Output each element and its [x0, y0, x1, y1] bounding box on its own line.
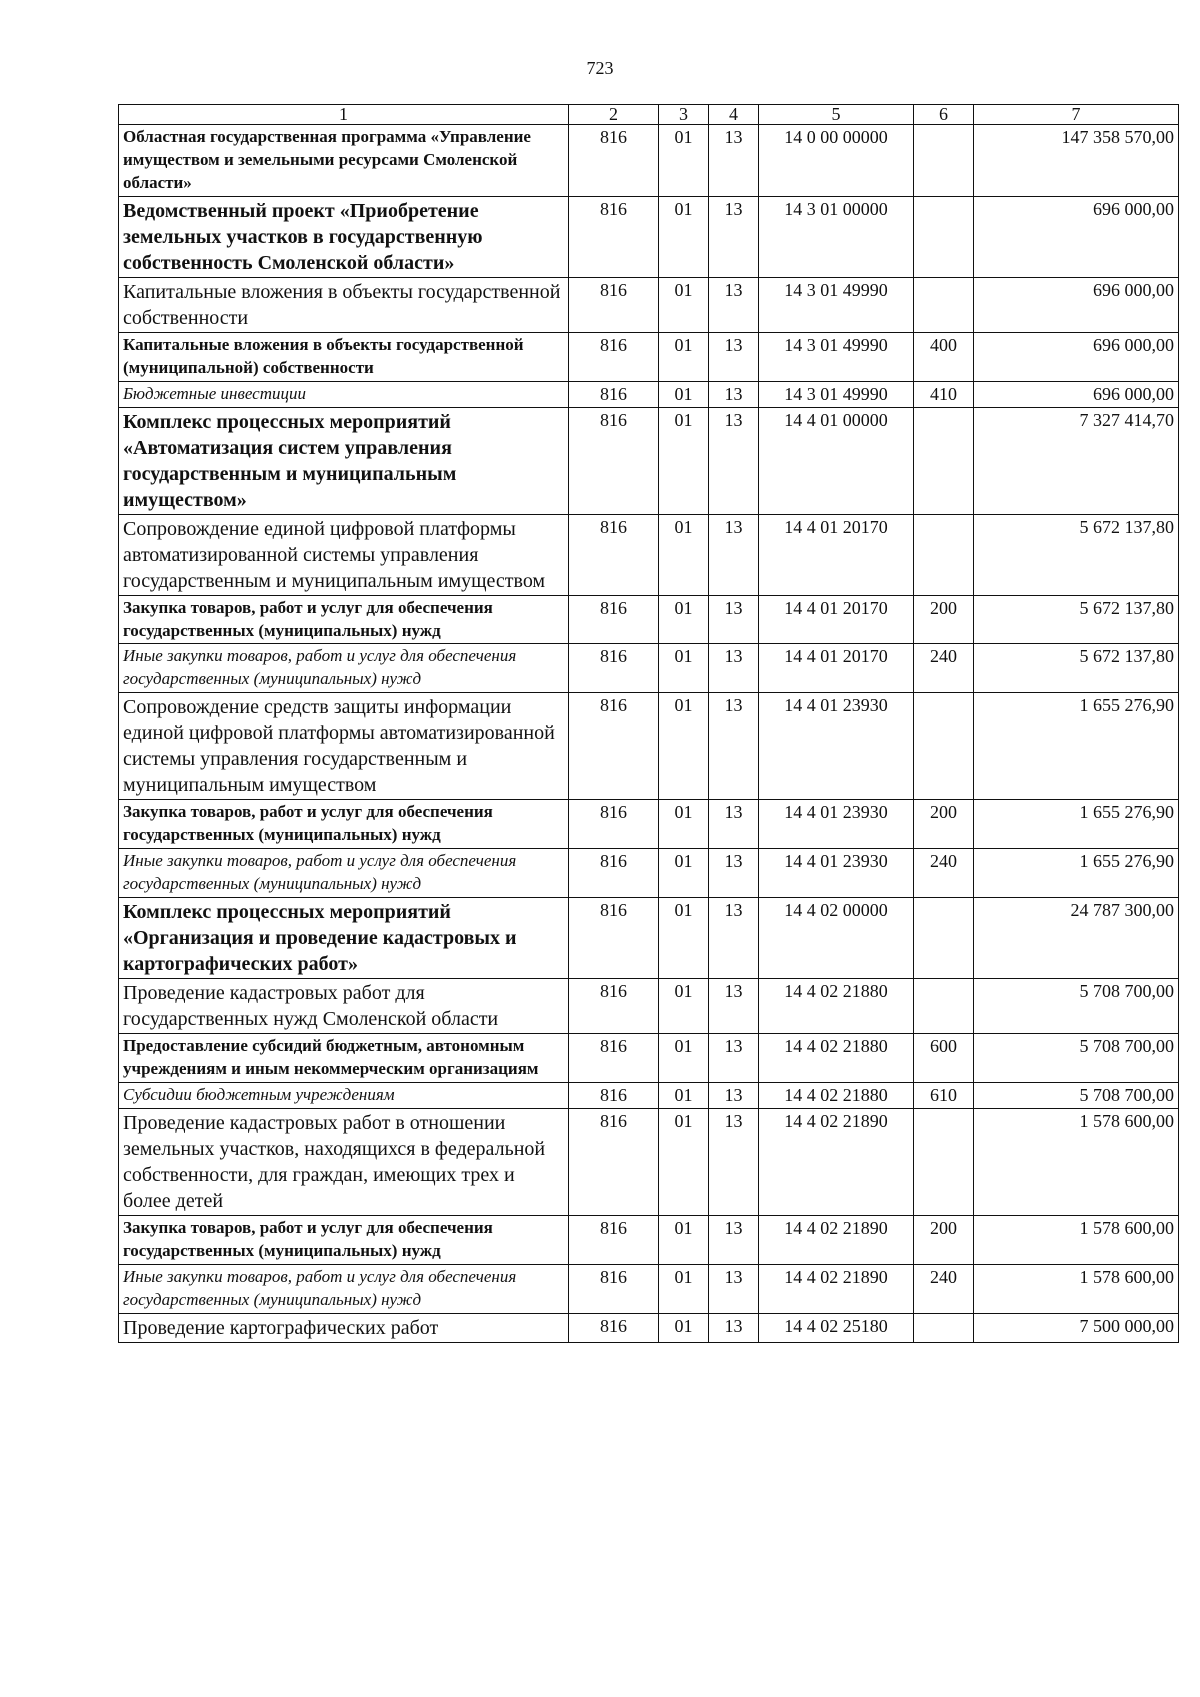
- code-expense-type: 610: [914, 1082, 974, 1108]
- amount: 7 500 000,00: [974, 1313, 1179, 1342]
- code-expense-type: 200: [914, 800, 974, 849]
- code-expense-type: 200: [914, 1216, 974, 1265]
- header-cell: 7: [974, 105, 1179, 125]
- amount: 5 708 700,00: [974, 979, 1179, 1034]
- code-subsection: 13: [709, 595, 759, 644]
- code-department: 816: [569, 1216, 659, 1265]
- code-department: 816: [569, 693, 659, 800]
- code-expense-type: [914, 693, 974, 800]
- code-section: 01: [659, 381, 709, 407]
- code-subsection: 13: [709, 277, 759, 332]
- code-subsection: 13: [709, 1082, 759, 1108]
- item-name: Капитальные вложения в объекты государственной (муниципальной) собственности: [119, 332, 569, 381]
- code-target-article: 14 4 02 21890: [759, 1216, 914, 1265]
- code-department: 816: [569, 332, 659, 381]
- code-expense-type: 200: [914, 595, 974, 644]
- item-name: Закупка товаров, работ и услуг для обеспечения государственных (муниципальных) нужд: [119, 595, 569, 644]
- code-subsection: 13: [709, 898, 759, 979]
- code-section: 01: [659, 1264, 709, 1313]
- amount: 1 655 276,90: [974, 800, 1179, 849]
- amount: 1 578 600,00: [974, 1264, 1179, 1313]
- table-row: [119, 196, 1179, 277]
- code-subsection: 13: [709, 1216, 759, 1265]
- code-department: 816: [569, 381, 659, 407]
- code-subsection: 13: [709, 381, 759, 407]
- amount: 5 708 700,00: [974, 1034, 1179, 1083]
- code-expense-type: [914, 407, 974, 514]
- code-department: 816: [569, 979, 659, 1034]
- amount: 696 000,00: [974, 277, 1179, 332]
- header-cell: 4: [709, 105, 759, 125]
- code-target-article: 14 3 01 49990: [759, 277, 914, 332]
- item-name: Субсидии бюджетным учреждениям: [119, 1082, 569, 1108]
- code-subsection: 13: [709, 514, 759, 595]
- page-number: 723: [586, 58, 614, 78]
- amount: 1 578 600,00: [974, 1216, 1179, 1265]
- table-row: [119, 800, 1179, 849]
- code-section: 01: [659, 124, 709, 196]
- item-name: Иные закупки товаров, работ и услуг для обеспечения государственных (муниципальных) нужд: [119, 1264, 569, 1313]
- code-department: 816: [569, 800, 659, 849]
- amount: 696 000,00: [974, 196, 1179, 277]
- code-expense-type: 410: [914, 381, 974, 407]
- amount: 1 655 276,90: [974, 849, 1179, 898]
- table-row: [119, 381, 1179, 407]
- code-subsection: 13: [709, 849, 759, 898]
- code-section: 01: [659, 898, 709, 979]
- code-target-article: 14 4 02 21880: [759, 1034, 914, 1083]
- code-department: 816: [569, 1313, 659, 1342]
- code-section: 01: [659, 800, 709, 849]
- item-name: Иные закупки товаров, работ и услуг для обеспечения государственных (муниципальных) нужд: [119, 849, 569, 898]
- item-name: Сопровождение средств защиты информации единой цифровой платформы автоматизированной системы управления государственным и муниципальным имуществом: [119, 693, 569, 800]
- code-section: 01: [659, 979, 709, 1034]
- code-target-article: 14 3 01 00000: [759, 196, 914, 277]
- code-section: 01: [659, 332, 709, 381]
- code-expense-type: 240: [914, 644, 974, 693]
- table-row: [119, 514, 1179, 595]
- item-name: Предоставление субсидий бюджетным, автономным учреждениям и иным некоммерческим организациям: [119, 1034, 569, 1083]
- code-department: 816: [569, 407, 659, 514]
- code-department: 816: [569, 849, 659, 898]
- code-target-article: 14 4 02 21880: [759, 979, 914, 1034]
- code-subsection: 13: [709, 644, 759, 693]
- code-department: 816: [569, 196, 659, 277]
- code-target-article: 14 4 02 21890: [759, 1264, 914, 1313]
- code-expense-type: [914, 1109, 974, 1216]
- code-target-article: 14 4 02 21890: [759, 1109, 914, 1216]
- table-row: [119, 277, 1179, 332]
- code-target-article: 14 4 01 20170: [759, 514, 914, 595]
- header-cell: 2: [569, 105, 659, 125]
- code-subsection: 13: [709, 800, 759, 849]
- amount: 696 000,00: [974, 381, 1179, 407]
- code-department: 816: [569, 1034, 659, 1083]
- header-cell: 5: [759, 105, 914, 125]
- item-name: Капитальные вложения в объекты государственной собственности: [119, 277, 569, 332]
- code-section: 01: [659, 1082, 709, 1108]
- code-expense-type: [914, 1313, 974, 1342]
- code-target-article: 14 4 02 21880: [759, 1082, 914, 1108]
- item-name: Комплекс процессных мероприятий «Организация и проведение кадастровых и картографических работ»: [119, 898, 569, 979]
- code-section: 01: [659, 693, 709, 800]
- item-name: Ведомственный проект «Приобретение земельных участков в государственную собственность Смоленской области»: [119, 196, 569, 277]
- item-name: Иные закупки товаров, работ и услуг для обеспечения государственных (муниципальных) нужд: [119, 644, 569, 693]
- code-expense-type: [914, 898, 974, 979]
- amount: 696 000,00: [974, 332, 1179, 381]
- amount: 24 787 300,00: [974, 898, 1179, 979]
- code-target-article: 14 0 00 00000: [759, 124, 914, 196]
- item-name: Бюджетные инвестиции: [119, 381, 569, 407]
- code-department: 816: [569, 1109, 659, 1216]
- code-section: 01: [659, 407, 709, 514]
- code-target-article: 14 4 02 25180: [759, 1313, 914, 1342]
- amount: 7 327 414,70: [974, 407, 1179, 514]
- item-name: Проведение кадастровых работ для государственных нужд Смоленской области: [119, 979, 569, 1034]
- table-row: [119, 1216, 1179, 1265]
- code-target-article: 14 3 01 49990: [759, 381, 914, 407]
- table-row: [119, 898, 1179, 979]
- code-subsection: 13: [709, 332, 759, 381]
- code-target-article: 14 4 01 23930: [759, 800, 914, 849]
- code-section: 01: [659, 1034, 709, 1083]
- table-row: [119, 1034, 1179, 1083]
- amount: 5 672 137,80: [974, 595, 1179, 644]
- code-target-article: 14 4 01 23930: [759, 693, 914, 800]
- amount: 1 655 276,90: [974, 693, 1179, 800]
- header-cell: 1: [119, 105, 569, 125]
- code-department: 816: [569, 1082, 659, 1108]
- code-subsection: 13: [709, 1109, 759, 1216]
- code-section: 01: [659, 595, 709, 644]
- code-section: 01: [659, 849, 709, 898]
- code-department: 816: [569, 1264, 659, 1313]
- code-expense-type: [914, 979, 974, 1034]
- code-section: 01: [659, 1109, 709, 1216]
- code-department: 816: [569, 514, 659, 595]
- item-name: Областная государственная программа «Управление имуществом и земельными ресурсами Смоленской области»: [119, 124, 569, 196]
- item-name: Проведение картографических работ: [119, 1313, 569, 1342]
- table-row: [119, 124, 1179, 196]
- item-name: Сопровождение единой цифровой платформы автоматизированной системы управления государственным и муниципальным имуществом: [119, 514, 569, 595]
- code-expense-type: [914, 277, 974, 332]
- header-cell: 3: [659, 105, 709, 125]
- code-subsection: 13: [709, 979, 759, 1034]
- code-section: 01: [659, 196, 709, 277]
- code-target-article: 14 4 01 20170: [759, 644, 914, 693]
- table-row: [119, 595, 1179, 644]
- table-row: [119, 644, 1179, 693]
- code-subsection: 13: [709, 196, 759, 277]
- code-subsection: 13: [709, 1264, 759, 1313]
- table-row: [119, 1082, 1179, 1108]
- code-section: 01: [659, 514, 709, 595]
- code-section: 01: [659, 1216, 709, 1265]
- code-target-article: 14 4 01 20170: [759, 595, 914, 644]
- item-name: Закупка товаров, работ и услуг для обеспечения государственных (муниципальных) нужд: [119, 1216, 569, 1265]
- amount: 5 672 137,80: [974, 514, 1179, 595]
- code-target-article: 14 3 01 49990: [759, 332, 914, 381]
- code-target-article: 14 4 01 00000: [759, 407, 914, 514]
- code-target-article: 14 4 02 00000: [759, 898, 914, 979]
- table-row: [119, 1109, 1179, 1216]
- item-name: Проведение кадастровых работ в отношении земельных участков, находящихся в федеральной собственности, для граждан, имеющих трех и более детей: [119, 1109, 569, 1216]
- header-row: [119, 105, 1179, 125]
- code-section: 01: [659, 277, 709, 332]
- code-subsection: 13: [709, 407, 759, 514]
- code-expense-type: [914, 196, 974, 277]
- code-expense-type: [914, 124, 974, 196]
- table-row: [119, 1313, 1179, 1342]
- code-section: 01: [659, 644, 709, 693]
- table-row: [119, 332, 1179, 381]
- code-expense-type: [914, 514, 974, 595]
- table-row: [119, 1264, 1179, 1313]
- item-name: Комплекс процессных мероприятий «Автоматизация систем управления государственным и муниципальным имуществом»: [119, 407, 569, 514]
- amount: 5 708 700,00: [974, 1082, 1179, 1108]
- amount: 147 358 570,00: [974, 124, 1179, 196]
- code-subsection: 13: [709, 124, 759, 196]
- code-subsection: 13: [709, 693, 759, 800]
- amount: 5 672 137,80: [974, 644, 1179, 693]
- code-expense-type: 400: [914, 332, 974, 381]
- code-subsection: 13: [709, 1034, 759, 1083]
- table-row: [119, 849, 1179, 898]
- code-department: 816: [569, 277, 659, 332]
- code-department: 816: [569, 124, 659, 196]
- code-expense-type: 240: [914, 849, 974, 898]
- table-row: [119, 407, 1179, 514]
- code-subsection: 13: [709, 1313, 759, 1342]
- budget-table: [118, 104, 1179, 1343]
- code-department: 816: [569, 644, 659, 693]
- code-target-article: 14 4 01 23930: [759, 849, 914, 898]
- header-cell: 6: [914, 105, 974, 125]
- code-department: 816: [569, 595, 659, 644]
- code-expense-type: 240: [914, 1264, 974, 1313]
- table-row: [119, 979, 1179, 1034]
- code-expense-type: 600: [914, 1034, 974, 1083]
- code-section: 01: [659, 1313, 709, 1342]
- table-row: [119, 693, 1179, 800]
- code-department: 816: [569, 898, 659, 979]
- item-name: Закупка товаров, работ и услуг для обеспечения государственных (муниципальных) нужд: [119, 800, 569, 849]
- amount: 1 578 600,00: [974, 1109, 1179, 1216]
